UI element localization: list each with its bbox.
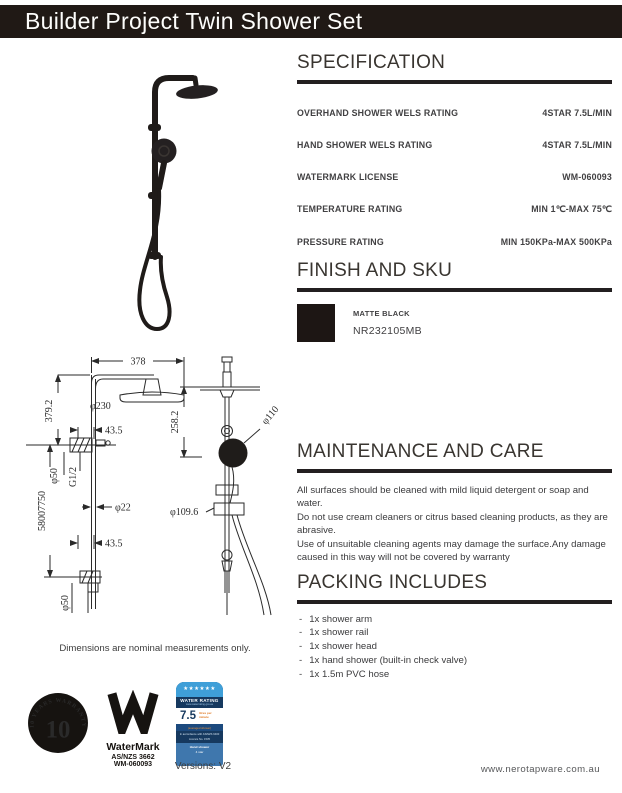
specification-section <box>297 52 612 269</box>
spec-row <box>297 172 612 182</box>
maintenance-line: All surfaces should be cleaned with mild liquid detergent or soap and water. <box>297 484 589 509</box>
warranty-arc-text: 10 YEARS WARRANTY <box>29 697 87 729</box>
spec-value: MIN 150KPa-MAX 500KPa <box>500 236 612 247</box>
warranty-number: 10 <box>45 716 71 744</box>
packing-item-text: 1x shower arm <box>309 613 373 625</box>
bullet: - <box>299 654 303 666</box>
dim-upper-height: 379.2 <box>44 399 55 423</box>
flow-note: (averaged shower) <box>176 724 223 731</box>
star-rating-icons: ★★★★★★ <box>176 682 223 697</box>
spec-label: OVERHAND SHOWER WELS RATING <box>297 107 459 118</box>
maintenance-line: Use of unsuitable cleaning agents may damage the surface.Any damage caused in this way will not be covered by warranty <box>297 538 606 563</box>
dimensions-note: Dimensions are nominal measurements only. <box>59 643 251 654</box>
watermark-license: WM-060093 <box>113 761 153 768</box>
specification-heading: SPECIFICATION <box>297 52 446 73</box>
maintenance-section <box>297 441 612 565</box>
spec-value: MIN 1℃-MAX 75℃ <box>531 203 612 214</box>
dim-thread: G1/2 <box>68 467 79 487</box>
maintenance-text <box>297 484 612 565</box>
packing-section <box>297 572 612 681</box>
dim-hand-shower: φ110 <box>259 404 282 427</box>
spec-label: PRESSURE RATING <box>297 236 384 247</box>
dim-head-offset: 43.5 <box>105 425 123 437</box>
flow-rate-value: 7.5 <box>180 710 196 722</box>
dim-rail-diameter: φ22 <box>115 502 131 514</box>
versions-label: Versions: V2 <box>174 761 232 772</box>
wels-star-rating: 4 star <box>195 750 204 755</box>
spec-value: 4STAR 7.5L/MIN <box>542 139 612 150</box>
dim-outlet: φ109.6 <box>170 507 199 518</box>
wels-product: Hand shower <box>189 745 210 750</box>
spec-row <box>297 204 612 215</box>
flow-unit-line1: litres per <box>199 711 212 716</box>
finish-swatch-matte-black <box>297 304 335 342</box>
dim-rail-height: 58007750 <box>37 491 48 531</box>
divider <box>297 469 612 473</box>
finish-section <box>297 260 612 342</box>
dim-head-drop: 258.2 <box>170 410 181 434</box>
dim-lower-offset: 43.5 <box>105 538 123 550</box>
packing-item-text: 1x 1.5m PVC hose <box>309 668 390 680</box>
maintenance-heading: MAINTENANCE AND CARE <box>297 441 544 462</box>
warranty-badge <box>27 692 89 759</box>
shower-set-image <box>115 52 255 342</box>
packing-item <box>297 668 612 682</box>
website-url: www.nerotapware.com.au <box>480 764 600 775</box>
spec-value: WM-060093 <box>562 171 612 182</box>
dim-wall-flange: φ50 <box>49 468 60 484</box>
packing-item <box>297 613 612 627</box>
water-rating-url: www.waterrating.gov.au <box>185 703 214 706</box>
packing-item <box>297 626 612 640</box>
spec-value: 4STAR 7.5L/MIN <box>542 107 612 118</box>
bullet: - <box>299 668 303 680</box>
packing-list <box>297 613 612 682</box>
dimension-drawing <box>20 345 295 637</box>
spec-row <box>297 140 612 150</box>
finish-heading: FINISH AND SKU <box>297 260 453 281</box>
spec-label: HAND SHOWER WELS RATING <box>297 139 433 150</box>
dim-head-diameter: φ230 <box>90 401 111 412</box>
dim-lower-flange: φ50 <box>60 595 71 611</box>
wels-standard-line: In accordance with AS/NZS 6400 <box>179 733 220 736</box>
spec-label: WATERMARK LICENSE <box>297 171 399 182</box>
packing-heading: PACKING INCLUDES <box>297 572 488 593</box>
spec-label: TEMPERATURE RATING <box>297 203 403 214</box>
finish-sku: NR232105MB <box>353 324 422 337</box>
bullet: - <box>299 627 303 639</box>
water-rating-heading: WATER RATING <box>180 698 219 703</box>
packing-item <box>297 654 612 668</box>
watermark-name: WaterMark <box>106 741 160 753</box>
flow-unit-line2: minute <box>199 715 209 719</box>
title-banner <box>0 5 622 38</box>
watermark-standard: AS/NZS 3662 <box>111 754 155 761</box>
packing-item-text: 1x shower rail <box>309 627 369 639</box>
specification-table <box>297 108 612 247</box>
packing-item <box>297 640 612 654</box>
technical-drawing <box>20 345 295 642</box>
spec-row <box>297 108 612 118</box>
packing-item-text: 1x shower head <box>309 641 377 653</box>
watermark-badge <box>100 690 166 768</box>
maintenance-line: Do not use cream cleaners or citrus based cleaning products, as they are abrasive. <box>297 511 608 536</box>
water-rating-label <box>176 682 223 766</box>
bullet: - <box>299 613 303 625</box>
dim-arm-width: 378 <box>130 356 146 368</box>
product-photo <box>115 52 255 347</box>
page-title: Builder Project Twin Shower Set <box>25 8 363 34</box>
spec-row <box>297 237 612 247</box>
packing-item-text: 1x hand shower (built-in check valve) <box>309 654 468 666</box>
divider <box>297 80 612 84</box>
wels-licence-line: Licence No. 1535 <box>189 737 210 741</box>
finish-name: MATTE BLACK <box>353 308 410 318</box>
watermark-logo-icon <box>105 690 161 734</box>
divider <box>297 288 612 292</box>
bullet: - <box>299 641 303 653</box>
divider <box>297 600 612 604</box>
